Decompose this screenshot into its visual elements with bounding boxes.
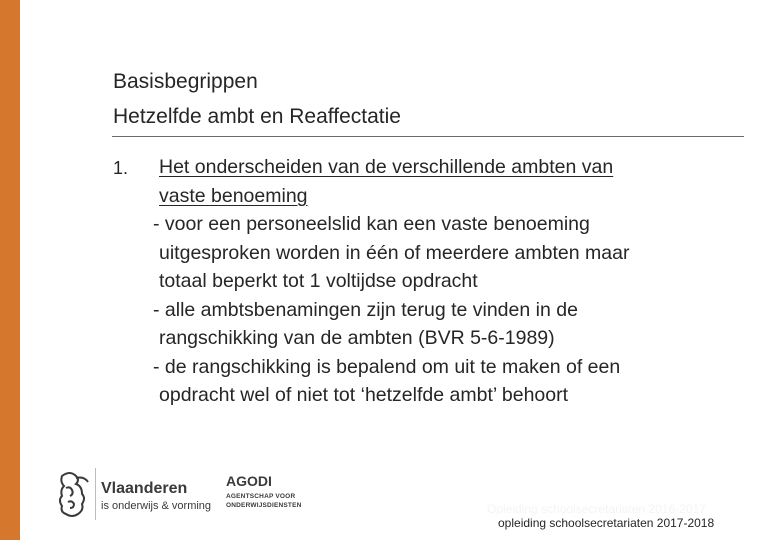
- agodi-subtitle-line-1: AGENTSCHAP VOOR: [226, 493, 296, 500]
- logo-divider: [95, 468, 96, 520]
- footer-logos: [52, 466, 322, 526]
- list-number: 1.: [113, 158, 129, 178]
- bullet-2-line-1: - alle ambtsbenamingen zijn terug te vinden in de: [153, 298, 578, 321]
- slide-title: [113, 64, 401, 134]
- agodi-subtitle-line-2: ONDERWIJSDIENSTEN: [226, 501, 302, 509]
- bullet-2-line-2: rangschikking van de ambten (BVR 5-6-1989): [159, 327, 555, 349]
- bullet-1-line-3: totaal beperkt tot 1 voltijdse opdracht: [159, 270, 478, 292]
- vlaanderen-logo-name: Vlaanderen: [101, 480, 188, 497]
- lion-icon: [52, 466, 94, 522]
- vlaanderen-logo-subtitle: is onderwijs & vorming: [101, 500, 212, 512]
- agodi-logo-subtitle: [226, 493, 302, 510]
- bullet-3-line-1: - de rangschikking is bepalend om uit te maken of een: [153, 355, 621, 378]
- footer-ghost-text: Opleiding schoolsecretariaten 2016-2017: [487, 502, 706, 516]
- title-line-2: Hetzelfde ambt en Reaffectatie: [113, 105, 401, 128]
- accent-bar: [0, 0, 20, 540]
- bullet-3-line-2: opdracht wel of niet tot ‘hetzelfde ambt’ behoort: [159, 384, 569, 406]
- footer-text: opleiding schoolsecretariaten 2017-2018: [498, 516, 715, 530]
- bullet-1-line-1: - voor een personeelslid kan een vaste benoeming: [153, 213, 590, 235]
- list-heading-line-1: Het onderscheiden van de verschillende ambten van: [159, 156, 614, 178]
- title-divider: [112, 136, 744, 137]
- list-body: [153, 153, 749, 410]
- title-line-1: Basisbegrippen: [113, 70, 258, 93]
- list-heading-line-2: vaste benoeming: [159, 184, 308, 207]
- bullet-1-line-2: uitgesproken worden in één of meerdere ambten maar: [159, 241, 630, 264]
- agodi-logo-name: AGODI: [226, 473, 272, 489]
